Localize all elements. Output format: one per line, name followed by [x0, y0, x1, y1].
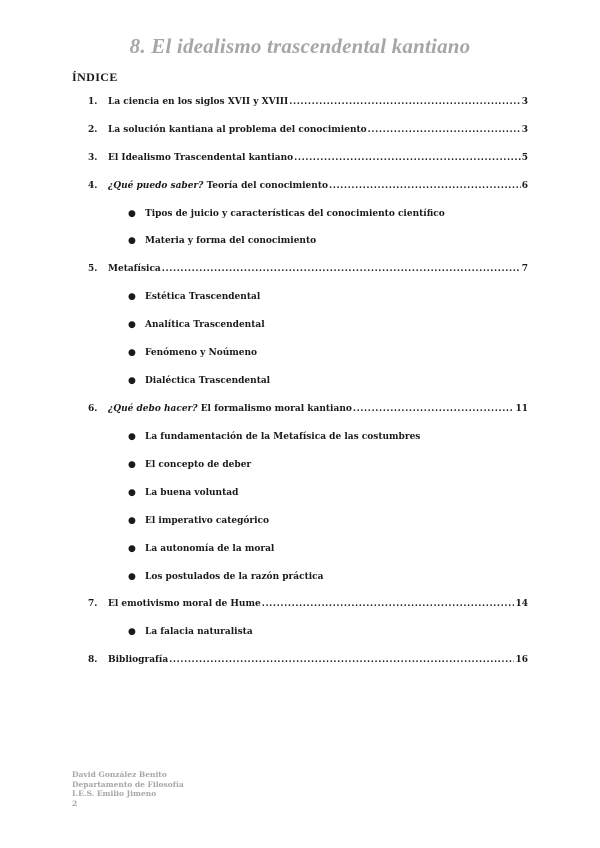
- toc-subentry-title: El imperativo categórico: [145, 516, 270, 526]
- toc-entry-number: 6.: [88, 404, 98, 414]
- index-heading: ÍNDICE: [72, 70, 118, 84]
- toc-subentry[interactable]: [128, 320, 265, 334]
- toc-entry-number: 2.: [88, 125, 98, 135]
- toc-entry-title-rest: Teoría del conocimiento: [203, 181, 328, 191]
- toc-entry-title: Metafísica: [108, 264, 161, 274]
- toc-subentry-title: La buena voluntad: [145, 488, 239, 498]
- toc-entry-number: 4.: [88, 181, 98, 191]
- toc-entry-page: 3: [521, 125, 528, 135]
- toc-entry-page: 6: [521, 181, 528, 191]
- toc-entry-page: 11: [515, 404, 528, 414]
- toc-subentry[interactable]: [128, 209, 445, 223]
- toc-subentry-title: Estética Trascendental: [145, 292, 261, 302]
- toc-leader-dots: [294, 153, 521, 163]
- toc-entry-page: 5: [521, 153, 528, 163]
- toc-entry-number: 1.: [88, 97, 98, 107]
- toc-subentry[interactable]: [128, 432, 420, 446]
- toc-leader-dots: [329, 181, 521, 191]
- toc-entry-title-italic: ¿Qué puedo saber?: [108, 181, 204, 191]
- toc-entry-title-rest: El formalismo moral kantiano: [197, 404, 352, 414]
- footer-department: Departamento de Filosofía: [72, 779, 184, 789]
- toc-subentry-title: La autonomía de la moral: [145, 544, 275, 554]
- bullet-icon: ●: [128, 236, 136, 246]
- toc-subentry-title: Analítica Trascendental: [145, 320, 265, 330]
- toc-entry-number: 3.: [88, 153, 98, 163]
- toc-entry-4[interactable]: [88, 181, 528, 195]
- bullet-icon: ●: [128, 292, 136, 302]
- bullet-icon: ●: [128, 320, 136, 330]
- toc-entry-5[interactable]: [88, 264, 528, 278]
- toc-entry-number: 5.: [88, 264, 98, 274]
- toc-entry-6[interactable]: [88, 404, 528, 418]
- footer-school: I.E.S. Emilio Jimeno: [72, 789, 157, 798]
- toc-entry-number: 8.: [88, 655, 98, 665]
- page-footer: [72, 770, 184, 808]
- bullet-icon: ●: [128, 488, 136, 498]
- toc-entry-title: La solución kantiana al problema del conocimiento: [108, 125, 367, 135]
- toc-subentry[interactable]: [128, 627, 253, 641]
- toc-entry-page: 3: [521, 97, 528, 107]
- toc-subentry-title: El concepto de deber: [145, 460, 252, 470]
- toc-entry-page: 7: [521, 264, 528, 274]
- bullet-icon: ●: [128, 209, 136, 219]
- toc-leader-dots: [368, 125, 521, 135]
- toc-entry-page: 16: [515, 655, 528, 665]
- page-title: 8. El idealismo trascendental kantiano: [129, 34, 471, 58]
- toc-leader-dots: [353, 404, 515, 414]
- toc-subentry-title: Fenómeno y Noúmeno: [145, 348, 258, 358]
- bullet-icon: ●: [128, 627, 136, 637]
- toc-subentry-title: Los postulados de la razón práctica: [145, 572, 324, 582]
- toc-entry-title: [108, 404, 352, 414]
- bullet-icon: ●: [128, 432, 136, 442]
- toc-subentry-title: Tipos de juicio y características del conocimiento científico: [145, 209, 445, 219]
- toc-subentry[interactable]: [128, 488, 238, 502]
- toc-entry-8[interactable]: [88, 655, 528, 669]
- bullet-icon: ●: [128, 572, 136, 582]
- toc-leader-dots: [289, 97, 521, 107]
- toc-subentry-title: Dialéctica Trascendental: [145, 376, 271, 386]
- bullet-icon: ●: [128, 516, 136, 526]
- toc-entry-page: 14: [515, 599, 528, 609]
- bullet-icon: ●: [128, 348, 136, 358]
- toc-entry-3[interactable]: [88, 153, 528, 167]
- toc-subentry[interactable]: [128, 516, 269, 530]
- toc-subentry[interactable]: [128, 348, 257, 362]
- toc-entry-7[interactable]: [88, 599, 528, 613]
- toc-entry-number: 7.: [88, 599, 98, 609]
- toc-leader-dots: [262, 599, 515, 609]
- toc-leader-dots: [162, 264, 521, 274]
- toc-subentry[interactable]: [128, 236, 316, 250]
- toc-entry-title: Bibliografía: [108, 655, 169, 665]
- toc-leader-dots: [169, 655, 514, 665]
- toc-subentry-title: La falacia naturalista: [145, 627, 253, 637]
- toc-subentry[interactable]: [128, 376, 270, 390]
- toc-entry-title: El emotivismo moral de Hume: [108, 599, 261, 609]
- toc-subentry[interactable]: [128, 544, 274, 558]
- toc-subentry[interactable]: [128, 572, 323, 586]
- toc-entry-1[interactable]: [88, 97, 528, 111]
- bullet-icon: ●: [128, 544, 136, 554]
- toc-subentry[interactable]: [128, 460, 251, 474]
- bullet-icon: ●: [128, 376, 136, 386]
- toc-entry-2[interactable]: [88, 125, 528, 139]
- toc-entry-title-italic: ¿Qué debo hacer?: [108, 404, 198, 414]
- footer-author: David González Benito: [72, 770, 167, 779]
- toc-subentry[interactable]: [128, 292, 260, 306]
- footer-page-number: 2: [72, 798, 78, 808]
- toc-entry-title: [108, 181, 328, 191]
- toc-entry-title: La ciencia en los siglos XVII y XVIII: [108, 97, 289, 107]
- bullet-icon: ●: [128, 460, 136, 470]
- toc-subentry-title: Materia y forma del conocimiento: [145, 236, 317, 246]
- toc-entry-title: El Idealismo Trascendental kantiano: [108, 153, 294, 163]
- toc-subentry-title: La fundamentación de la Metafísica de las costumbres: [145, 432, 421, 442]
